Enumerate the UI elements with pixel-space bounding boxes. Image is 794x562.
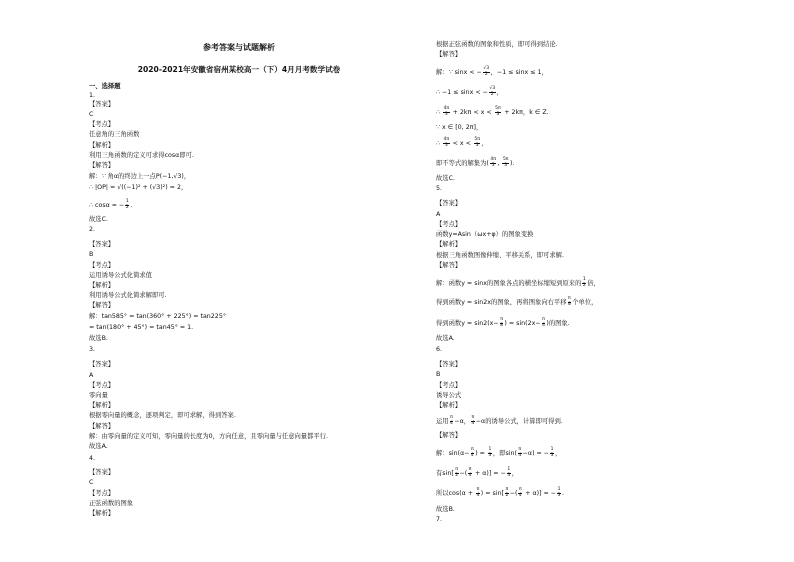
analysis-tag: 【解析】 <box>89 510 115 517</box>
question-number: 3. <box>89 346 96 353</box>
analysis-tag: 【解析】 <box>436 402 462 409</box>
question-number: 6. <box>436 346 443 353</box>
solution-line: = tan(180° + 45°) = tan45° = 1. <box>89 324 194 331</box>
analysis-tag: 【解析】 <box>436 241 462 248</box>
solution-line: 解：函数y = sinx的图象各点的横坐标缩短到原来的 $\frac{1}{2}$ 倍， <box>436 277 600 288</box>
solution-line: ∴ $\frac{4\pi}{3}$ + 2kπ < x < $\frac{5\pi}{3}$ + 2kπ，k ∈ Z. <box>436 106 549 117</box>
question-number: 7. <box>436 516 443 523</box>
solution-line: 即不等式的解集为( $\frac{4\pi}{3}$ , $\frac{5\pi}{3}$ ). <box>436 157 515 168</box>
solution-tag: 【解答】 <box>89 423 115 430</box>
page-title: 参考答案与试题解析 <box>203 43 275 52</box>
solution-tag: 【解答】 <box>436 432 462 439</box>
point-text: 任意角的三角函数 <box>89 131 140 138</box>
answer-value: B <box>436 371 441 378</box>
solution-line: 解：sin(α− $\frac{\pi}{4}$ ) = $\frac{1}{3}$ ，即sin( $\frac{\pi}{4}$ −α) = − $\frac{1}{3}$ ， <box>436 447 562 458</box>
solution-line: 解：∵ 角α的终边上一点P(−1,√3)， <box>89 173 191 180</box>
solution-line: ∴ $\frac{4\pi}{3}$ < x < $\frac{5\pi}{3}$ ， <box>436 137 488 148</box>
solution-line: ∴ |OP| = √((−1)² + (√3)²) = 2， <box>89 184 188 191</box>
conclusion: 故选A. <box>436 335 455 342</box>
answer-tag: 【答案】 <box>89 101 115 108</box>
answer-value: C <box>89 479 94 486</box>
solution-tag: 【解答】 <box>436 262 462 269</box>
analysis-text: 根据正弦函数的图象和性质，即可得到结论. <box>436 41 558 48</box>
point-tag: 【考点】 <box>89 262 115 269</box>
solution-line: 解：tan585° = tan(360° + 225°) = tan225° <box>89 313 226 320</box>
conclusion: 故选C. <box>436 175 455 182</box>
point-tag: 【考点】 <box>89 121 115 128</box>
analysis-tag: 【解析】 <box>89 402 115 409</box>
point-text: 零向量 <box>89 392 108 399</box>
question-number: 1. <box>89 92 96 99</box>
conclusion: 故选A. <box>89 443 108 450</box>
solution-line: ∵ x ∈ [0, 2π]， <box>436 124 483 131</box>
point-tag: 【考点】 <box>89 490 115 497</box>
answer-value: B <box>89 251 94 258</box>
analysis-text: 根据零向量的概念，逐项判定，即可求解，得到答案. <box>89 412 236 419</box>
point-tag: 【考点】 <box>436 221 462 228</box>
section-heading: 一、选择题 <box>89 83 121 90</box>
solution-tag: 【解答】 <box>89 162 115 169</box>
solution-line: 得到函数y = sin2(x− $\frac{\pi}{8}$ ) = sin(2x− $\frac{\pi}{4}$ )的图象. <box>436 317 570 328</box>
solution-tag: 【解答】 <box>436 51 462 58</box>
solution-line: ∴ −1 ≤ sinx < − $\frac{√3}{2}$ ， <box>436 86 503 97</box>
answer-tag: 【答案】 <box>89 241 115 248</box>
answer-value: A <box>436 211 441 218</box>
question-number: 4. <box>89 455 96 462</box>
answer-value: A <box>89 372 94 379</box>
analysis-tag: 【解析】 <box>89 142 115 149</box>
analysis-text: 利用诱导公式化简求解即可. <box>89 292 167 299</box>
conclusion: 故选B. <box>89 335 108 342</box>
question-number: 5. <box>436 185 443 192</box>
analysis-text: 运用 $\frac{\pi}{4}$ −α， $\frac{\pi}{4}$ −α的诱导公式，计算即可得到. <box>436 415 563 426</box>
answer-tag: 【答案】 <box>89 469 115 476</box>
point-text: 函数y=Asin（ωx+φ）的图象变换 <box>436 231 534 238</box>
solution-line: ∴ cosα = − $\frac{1}{2}$ . <box>89 199 133 210</box>
point-text: 运用诱导公式化简求值 <box>89 272 152 279</box>
answer-value: C <box>89 111 94 118</box>
conclusion: 故选C. <box>89 216 108 223</box>
point-tag: 【考点】 <box>89 382 115 389</box>
solution-line: 解：由零向量的定义可知，零向量的长度为0，方向任意，且零向量与任意向量都平行. <box>89 433 328 440</box>
solution-line: 得到函数y = sin2x的图象，再将图象向右平移 $\frac{\pi}{8}$ 个单位， <box>436 296 598 307</box>
point-tag: 【考点】 <box>436 382 462 389</box>
conclusion: 故选B. <box>436 506 455 513</box>
solution-line: 解：∵ sinx < − $\frac{√3}{2}$ ，−1 ≤ sinx ≤ 1， <box>436 66 548 77</box>
point-text: 正弦函数的图象 <box>89 500 134 507</box>
answer-tag: 【答案】 <box>89 361 115 368</box>
analysis-text: 利用三角函数的定义可求得cosα即可. <box>89 152 194 159</box>
answer-tag: 【答案】 <box>436 361 462 368</box>
answer-tag: 【答案】 <box>436 200 462 207</box>
solution-tag: 【解答】 <box>89 302 115 309</box>
exam-title: 2020-2021年安徽省宿州某校高一（下）4月月考数学试卷 <box>137 65 341 74</box>
question-number: 2. <box>89 226 96 233</box>
solution-line: 所以cos(α + $\frac{\pi}{4}$ ) = sin[ $\frac{\pi}{2}$ −( $\frac{\pi}{4}$ + α)] = − $\frac{1}{3}$ . <box>436 487 564 498</box>
solution-line: 有sin[ $\frac{\pi}{2}$ −( $\frac{\pi}{4}$ + α)] = − $\frac{1}{3}$ ， <box>436 467 519 478</box>
analysis-tag: 【解析】 <box>89 282 115 289</box>
analysis-text: 根据三角函数图像伸缩、平移关系，即可求解. <box>436 252 564 259</box>
point-text: 诱导公式 <box>436 392 462 399</box>
